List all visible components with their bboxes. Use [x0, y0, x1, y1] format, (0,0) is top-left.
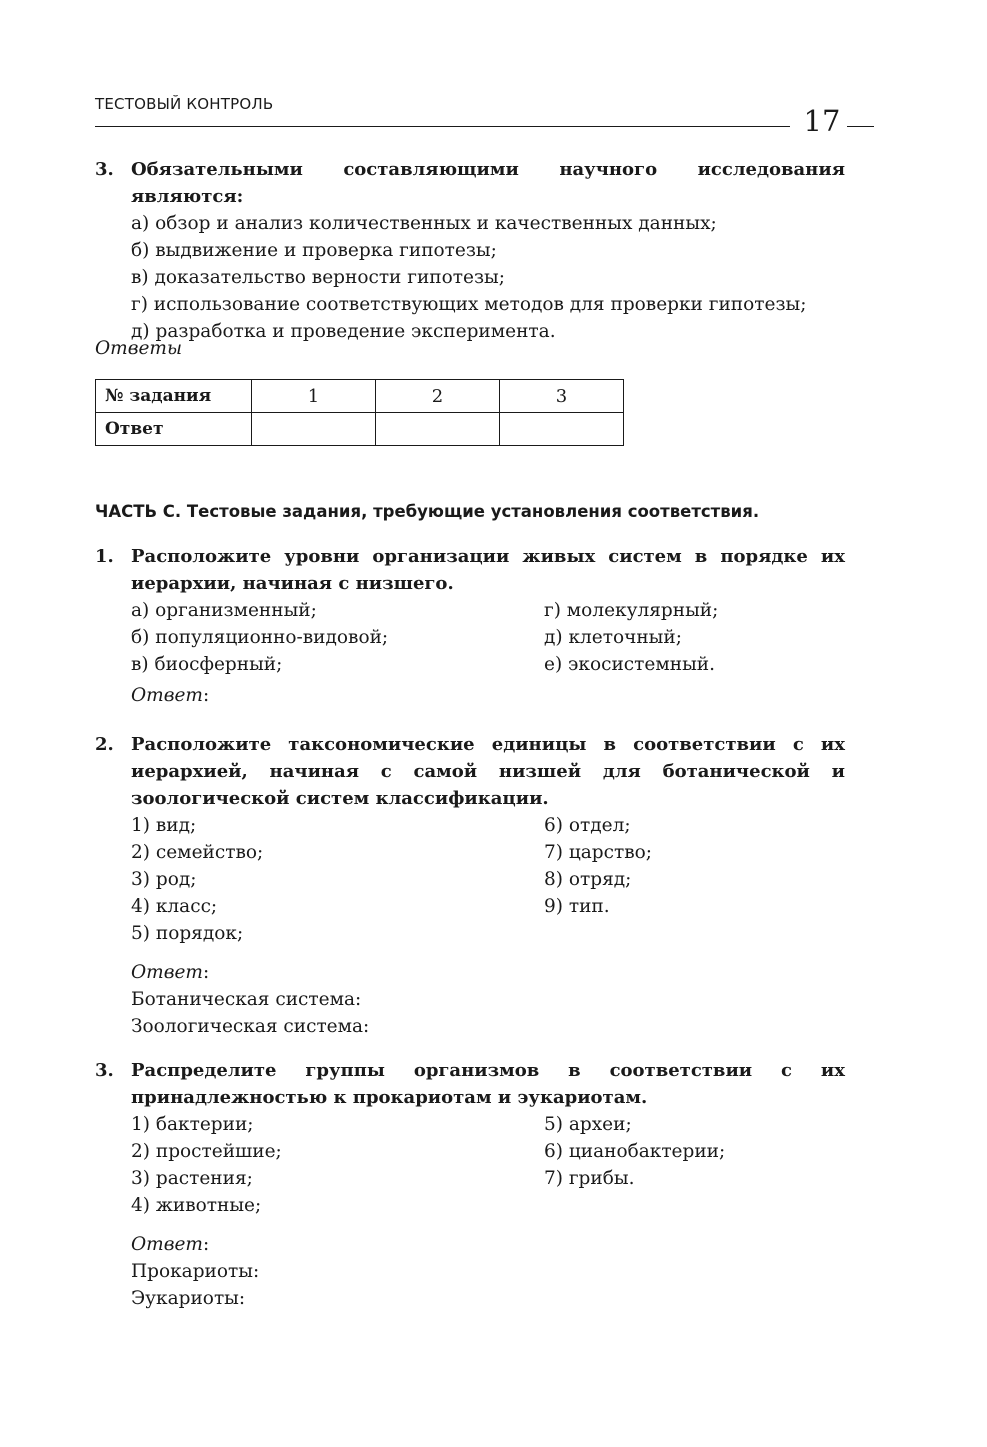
option: 5) порядок; [131, 923, 244, 944]
answer-cell[interactable] [252, 413, 376, 446]
option: а) обзор и анализ количественных и качественных данных; [131, 213, 717, 234]
question-c1 [95, 543, 845, 709]
question-number: 2. [95, 734, 114, 755]
question-text: Обязательными составляющими научного исследования являются: [131, 159, 845, 207]
option: 2) семейство; [131, 842, 264, 863]
option: а) организменный; [131, 600, 317, 621]
options-list [131, 812, 845, 947]
question-b3 [95, 156, 845, 345]
table-cell: 3 [500, 380, 624, 413]
page-number: 17 [803, 104, 841, 138]
option: б) популяционно-видовой; [131, 627, 389, 648]
option: 8) отряд; [544, 869, 632, 890]
options-list [131, 597, 845, 678]
option: 3) род; [131, 869, 197, 890]
running-header-title: ТЕСТОВЫЙ КОНТРОЛЬ [95, 95, 274, 113]
answer-cell[interactable] [376, 413, 500, 446]
option: д) клеточный; [544, 627, 682, 648]
table-row [96, 380, 624, 413]
option: 1) бактерии; [131, 1114, 254, 1135]
answer-line: Зоологическая система: [131, 1016, 370, 1037]
option: б) выдвижение и проверка гипотезы; [131, 240, 497, 261]
answers-label: Ответы [95, 338, 183, 359]
table-cell: 1 [252, 380, 376, 413]
header-rule [95, 126, 790, 127]
option: г) молекулярный; [544, 600, 719, 621]
option: 3) растения; [131, 1168, 253, 1189]
option: 4) животные; [131, 1195, 262, 1216]
answer-label: Ответ [131, 1234, 203, 1255]
option: 9) тип. [544, 896, 610, 917]
table-row [96, 413, 624, 446]
question-text: Расположите уровни организации живых систем в порядке их иерархии, начиная с низшего. [131, 546, 845, 594]
section-heading: ЧАСТЬ С. Тестовые задания, требующие установления соответствия. [95, 502, 760, 521]
option: в) доказательство верности гипотезы; [131, 267, 505, 288]
table-header-cell: № задания [96, 380, 252, 413]
option: 5) археи; [544, 1114, 632, 1135]
options-list [131, 1111, 845, 1219]
answer-label: Ответ [131, 685, 203, 706]
option: 1) вид; [131, 815, 197, 836]
option: 6) отдел; [544, 815, 631, 836]
option: 4) класс; [131, 896, 218, 917]
table-cell: 2 [376, 380, 500, 413]
answer-line: Эукариоты: [131, 1288, 246, 1309]
option: 2) простейшие; [131, 1141, 282, 1162]
option: д) разработка и проведение эксперимента. [131, 321, 556, 342]
question-c2 [95, 731, 845, 1040]
option: 7) грибы. [544, 1168, 635, 1189]
answer-cell[interactable] [500, 413, 624, 446]
table-header-cell: Ответ [96, 413, 252, 446]
answer-line: Ответ: [131, 685, 210, 706]
question-c3 [95, 1057, 845, 1312]
option: в) биосферный; [131, 654, 283, 675]
option: г) использование соответствующих методов для проверки гипотезы; [131, 294, 807, 315]
answer-line: Ответ: [131, 1234, 210, 1255]
answer-line: Прокариоты: [131, 1261, 260, 1282]
answer-line: Ботаническая система: [131, 989, 362, 1010]
question-text: Распределите группы организмов в соответствии с их принадлежностью к прокариотам и эукариотам. [131, 1060, 845, 1108]
answer-label: Ответ [131, 962, 203, 983]
answers-table [95, 379, 624, 446]
question-text: Расположите таксономические единицы в соответствии с их иерархией, начиная с самой низшей для ботанической и зоологической систем классификации. [131, 734, 845, 809]
answer-line: Ответ: [131, 962, 210, 983]
header-rule-right [847, 126, 874, 127]
question-number: 1. [95, 546, 114, 567]
question-number: 3. [95, 159, 114, 180]
question-number: 3. [95, 1060, 114, 1081]
option: е) экосистемный. [544, 654, 715, 675]
option: 7) царство; [544, 842, 653, 863]
option: 6) цианобактерии; [544, 1141, 726, 1162]
